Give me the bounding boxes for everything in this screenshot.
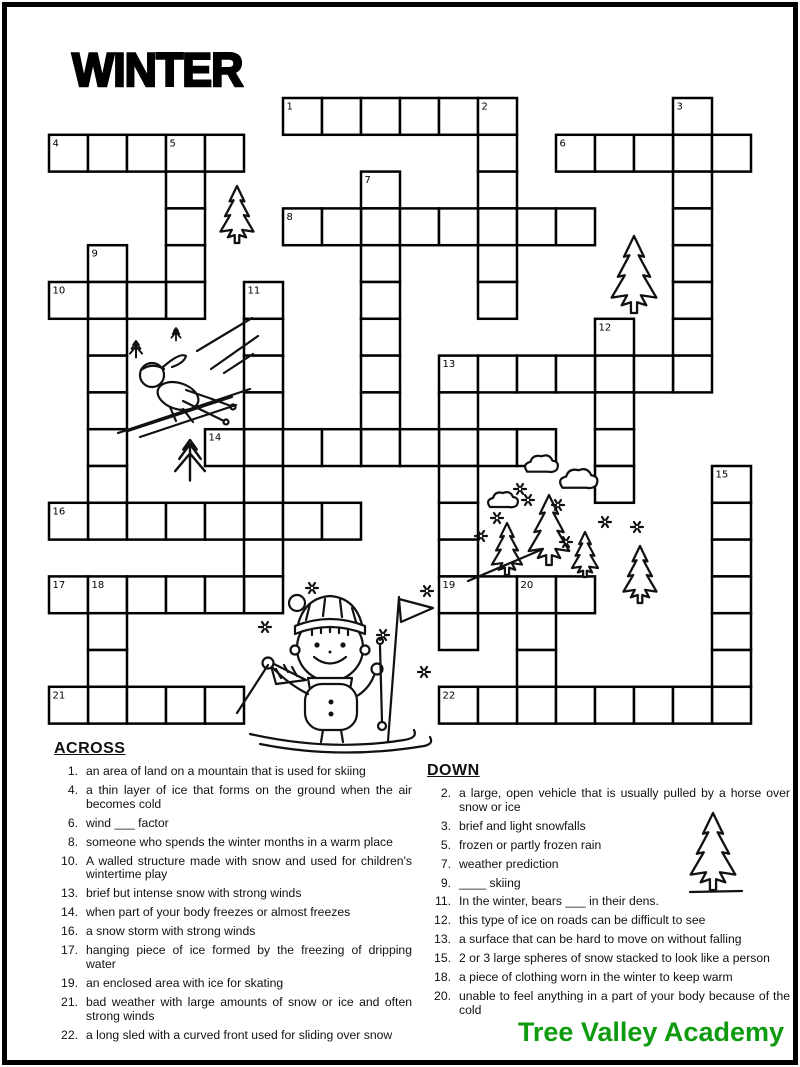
- cell-number: 8: [286, 211, 293, 223]
- grid-cell[interactable]: [88, 392, 127, 429]
- grid-cell[interactable]: [88, 319, 127, 356]
- cell-number: 1: [286, 101, 293, 113]
- clue-number: 20.: [434, 988, 451, 1003]
- grid-cell[interactable]: [88, 650, 127, 687]
- clue-item: [427, 914, 790, 928]
- grid-cell[interactable]: [361, 429, 400, 466]
- clue-item: [54, 887, 412, 901]
- clue-text: when part of your body freezes or almost freezes: [86, 905, 351, 920]
- clue-item: [427, 990, 790, 1018]
- clue-text: ____ skiing: [459, 875, 521, 890]
- pine-tree-icon: [492, 523, 522, 575]
- grid-cell[interactable]: [673, 135, 712, 172]
- clue-number: 5.: [440, 837, 451, 852]
- grid-cell[interactable]: [712, 540, 751, 577]
- grid-cell[interactable]: [712, 135, 751, 172]
- grid-cell[interactable]: [673, 319, 712, 356]
- cell-number: 15: [715, 469, 729, 481]
- clue-number: 2.: [440, 786, 451, 800]
- grid-cell[interactable]: [712, 687, 751, 724]
- grid-cell[interactable]: [127, 687, 166, 724]
- grid-cell[interactable]: [361, 282, 400, 319]
- grid-cell[interactable]: [439, 98, 478, 135]
- clue-number: 13.: [61, 886, 78, 901]
- grid-cell[interactable]: [361, 319, 400, 356]
- cell-number: 2: [481, 101, 488, 113]
- grid-cell[interactable]: [556, 576, 595, 613]
- grid-cell[interactable]: [244, 466, 283, 503]
- clue-text: hanging piece of ice formed by the freezing of dripping water: [86, 943, 412, 971]
- grid-cell[interactable]: [322, 208, 361, 245]
- cell-number: 10: [52, 285, 66, 297]
- grid-cell[interactable]: [361, 208, 400, 245]
- grid-cell[interactable]: [712, 613, 751, 650]
- clue-item: [427, 787, 790, 815]
- clue-text: an area of land on a mountain that is used for skiing: [86, 764, 366, 778]
- clue-number: 1.: [67, 764, 78, 778]
- grid-cell[interactable]: [673, 356, 712, 393]
- clue-item: [427, 971, 790, 985]
- grid-cell[interactable]: [283, 429, 322, 466]
- sketch-tree-icon: [130, 341, 142, 358]
- grid-cell[interactable]: [88, 429, 127, 466]
- skier-art: [118, 318, 258, 437]
- down-clues-section: [427, 762, 790, 1023]
- grid-cell[interactable]: [205, 576, 244, 613]
- grid-cell[interactable]: [517, 356, 556, 393]
- flag-icon: [399, 599, 433, 622]
- clue-item: [427, 877, 790, 891]
- grid-cell[interactable]: [595, 356, 634, 393]
- clue-item: [427, 839, 790, 853]
- clue-number: 21.: [61, 994, 78, 1009]
- grid-cell[interactable]: [166, 503, 205, 540]
- sparkle-icon: [306, 583, 318, 593]
- pine-tree-icon: [612, 236, 657, 313]
- grid-cell[interactable]: [673, 245, 712, 282]
- grid-cell[interactable]: [478, 245, 517, 282]
- sketch-tree-icon: [175, 440, 205, 481]
- grid-cell[interactable]: [478, 576, 517, 613]
- cell-number: 11: [247, 285, 261, 297]
- grid-cell[interactable]: [478, 135, 517, 172]
- sparkle-icon: [491, 513, 503, 523]
- brand-text: Tree Valley Academy: [517, 1017, 784, 1047]
- grid-cell[interactable]: [244, 576, 283, 613]
- cloud-icon: [488, 492, 518, 507]
- across-clue-list: [54, 765, 412, 1043]
- clue-number: 8.: [67, 834, 78, 849]
- grid-cell[interactable]: [439, 429, 478, 466]
- cell-number: 18: [91, 579, 105, 591]
- grid-cell[interactable]: [166, 208, 205, 245]
- clue-text: an enclosed area with ice for skating: [86, 975, 284, 990]
- clue-text: brief but intense snow with strong winds: [86, 886, 302, 901]
- grid-cell[interactable]: [361, 98, 400, 135]
- grid-cell[interactable]: [88, 282, 127, 319]
- clue-text: a thin layer of ice that forms on the ground when the air becomes cold: [86, 782, 412, 811]
- clue-item: [54, 836, 412, 850]
- clue-text: this type of ice on roads can be difficult to see: [459, 913, 706, 928]
- clue-text: weather prediction: [459, 856, 559, 871]
- grid-cell[interactable]: [88, 356, 127, 393]
- grid-cell[interactable]: [127, 576, 166, 613]
- clue-number: 7.: [440, 856, 451, 871]
- grid-cell[interactable]: [712, 576, 751, 613]
- clue-item: [54, 925, 412, 939]
- grid-cell[interactable]: [361, 392, 400, 429]
- grid-cell[interactable]: [673, 208, 712, 245]
- grid-cell[interactable]: [517, 208, 556, 245]
- grid-cell[interactable]: [244, 540, 283, 577]
- cloud-icon: [560, 469, 597, 488]
- grid-cell[interactable]: [88, 503, 127, 540]
- grid-cell[interactable]: [595, 392, 634, 429]
- grid-cell[interactable]: [595, 429, 634, 466]
- grid-cell[interactable]: [127, 135, 166, 172]
- grid-cell[interactable]: [166, 245, 205, 282]
- clue-number: 15.: [434, 951, 451, 966]
- cell-number: 5: [169, 138, 176, 150]
- down-clue-list: [427, 787, 790, 1018]
- grid-cell[interactable]: [166, 687, 205, 724]
- puzzle-title: WINTER: [72, 43, 243, 96]
- clue-text: someone who spends the winter months in a warm place: [86, 834, 393, 849]
- grid-cell[interactable]: [439, 613, 478, 650]
- across-heading: ACROSS: [54, 740, 126, 757]
- grid-cell[interactable]: [400, 98, 439, 135]
- clue-number: 6.: [67, 815, 78, 830]
- cell-number: 6: [559, 138, 566, 150]
- grid-cell[interactable]: [556, 356, 595, 393]
- clue-text: a large, open vehicle that is usually pulled by a horse over snow or ice: [459, 786, 790, 814]
- grid-cell[interactable]: [322, 429, 361, 466]
- grid-cell[interactable]: [205, 135, 244, 172]
- grid-cell[interactable]: [478, 429, 517, 466]
- grid-cell[interactable]: [166, 576, 205, 613]
- cell-number: 9: [91, 248, 98, 260]
- grid-cell[interactable]: [88, 613, 127, 650]
- clue-number: 12.: [434, 913, 451, 928]
- clue-number: 13.: [434, 932, 451, 947]
- clue-text: 2 or 3 large spheres of snow stacked to look like a person: [459, 951, 770, 966]
- grid-cell[interactable]: [88, 135, 127, 172]
- cell-number: 22: [442, 690, 456, 702]
- grid-cell[interactable]: [712, 650, 751, 687]
- grid-cell[interactable]: [673, 282, 712, 319]
- clue-item: [427, 895, 790, 909]
- sparkle-icon: [421, 586, 433, 596]
- grid-cell[interactable]: [517, 613, 556, 650]
- clue-item: [54, 906, 412, 920]
- clue-item: [54, 855, 412, 883]
- cell-number: 7: [364, 175, 371, 187]
- clue-number: 22.: [61, 1027, 78, 1042]
- clue-item: [54, 817, 412, 831]
- cell-number: 16: [52, 506, 66, 518]
- grid-cell[interactable]: [634, 356, 673, 393]
- grid-cell[interactable]: [400, 429, 439, 466]
- clue-item: [54, 977, 412, 991]
- grid-cell[interactable]: [400, 208, 439, 245]
- grid-cell[interactable]: [673, 172, 712, 209]
- sparkle-icon: [599, 517, 611, 527]
- clue-number: 17.: [61, 943, 78, 958]
- cell-number: 14: [208, 432, 222, 444]
- grid-cell[interactable]: [439, 392, 478, 429]
- grid-cell[interactable]: [88, 466, 127, 503]
- clue-item: [54, 784, 412, 812]
- clue-text: a surface that can be hard to move on without falling: [459, 932, 742, 947]
- pine-tree-icon: [623, 546, 656, 603]
- clue-number: 4.: [67, 782, 78, 797]
- clue-number: 18.: [434, 970, 451, 985]
- grid-cell[interactable]: [244, 356, 283, 393]
- grid-cell[interactable]: [478, 356, 517, 393]
- grid-cell[interactable]: [517, 650, 556, 687]
- sparkle-icon: [418, 667, 430, 677]
- grid-cell[interactable]: [439, 503, 478, 540]
- clue-text: a piece of clothing worn in the winter to keep warm: [459, 970, 733, 985]
- clue-number: 14.: [61, 905, 78, 920]
- grid-cell[interactable]: [478, 282, 517, 319]
- grid-cell[interactable]: [439, 466, 478, 503]
- down-heading: DOWN: [427, 762, 480, 779]
- grid-cell[interactable]: [166, 172, 205, 209]
- grid-cell[interactable]: [634, 135, 673, 172]
- clue-item: [54, 765, 412, 779]
- grid-cell[interactable]: [478, 172, 517, 209]
- across-clues-section: [54, 740, 412, 1048]
- cell-number: 13: [442, 359, 456, 371]
- grid-cell[interactable]: [283, 503, 322, 540]
- grid-cell[interactable]: [556, 208, 595, 245]
- cell-number: 19: [442, 579, 456, 591]
- grid-cell[interactable]: [205, 503, 244, 540]
- sparkle-icon: [259, 622, 271, 632]
- grid-cell[interactable]: [478, 208, 517, 245]
- clue-item: [427, 933, 790, 947]
- grid-cell[interactable]: [244, 319, 283, 356]
- clue-text: A walled structure made with snow and used for children's wintertime play: [86, 853, 412, 882]
- grid-cell[interactable]: [244, 429, 283, 466]
- clue-item: [54, 996, 412, 1024]
- clue-number: 11.: [434, 894, 451, 909]
- cell-number: 17: [52, 579, 66, 591]
- clue-text: wind ___ factor: [86, 815, 169, 830]
- clue-text: brief and light snowfalls: [459, 818, 586, 833]
- clue-text: a snow storm with strong winds: [86, 924, 256, 939]
- clue-number: 10.: [61, 853, 78, 868]
- grid-cell[interactable]: [478, 687, 517, 724]
- clue-text: In the winter, bears ___ in their dens.: [459, 894, 659, 909]
- clue-number: 9.: [440, 875, 451, 890]
- clue-number: 3.: [440, 818, 451, 833]
- clue-number: 16.: [61, 924, 78, 939]
- grid-cell[interactable]: [361, 245, 400, 282]
- clue-item: [427, 820, 790, 834]
- clue-number: 19.: [61, 975, 78, 990]
- cell-number: 21: [52, 690, 66, 702]
- cell-number: 3: [676, 101, 683, 113]
- cell-number: 20: [520, 579, 534, 591]
- sparkle-icon: [631, 522, 643, 532]
- grid-cell[interactable]: [244, 392, 283, 429]
- cell-number: 12: [598, 322, 612, 334]
- grid-cell[interactable]: [322, 503, 361, 540]
- grid-cell[interactable]: [322, 98, 361, 135]
- grid-cell[interactable]: [439, 540, 478, 577]
- grid-cell[interactable]: [712, 503, 751, 540]
- grid-cell[interactable]: [595, 135, 634, 172]
- grid-cell[interactable]: [244, 503, 283, 540]
- grid-cell[interactable]: [439, 208, 478, 245]
- grid-cell[interactable]: [595, 687, 634, 724]
- flag-pole-icon: [388, 597, 399, 741]
- clue-text: frozen or partly frozen rain: [459, 837, 602, 852]
- cell-number: 4: [52, 138, 59, 150]
- sketch-tree-icon: [171, 328, 180, 341]
- grid-cell[interactable]: [634, 687, 673, 724]
- grid-cell[interactable]: [673, 687, 712, 724]
- grid-cell[interactable]: [166, 282, 205, 319]
- clue-text: a long sled with a curved front used for sliding over snow: [86, 1027, 393, 1042]
- grid-cell[interactable]: [361, 356, 400, 393]
- clue-text: unable to feel anything in a part of your body because of the cold: [459, 988, 790, 1017]
- grid-cell[interactable]: [556, 687, 595, 724]
- grid-cell[interactable]: [127, 282, 166, 319]
- clue-item: [427, 952, 790, 966]
- grid-cell[interactable]: [595, 466, 634, 503]
- pine-tree-icon: [220, 186, 253, 243]
- clue-item: [54, 1029, 412, 1043]
- clue-text: bad weather with large amounts of snow or ice and often strong winds: [86, 994, 412, 1023]
- clue-item: [54, 944, 412, 972]
- clue-item: [427, 858, 790, 872]
- grid-cell[interactable]: [517, 687, 556, 724]
- grid-cell[interactable]: [127, 503, 166, 540]
- grid-cell[interactable]: [88, 687, 127, 724]
- sparkle-icon: [514, 484, 526, 494]
- pine-tree-icon: [572, 532, 598, 577]
- sparkle-icon: [522, 495, 534, 505]
- grid-cell[interactable]: [205, 687, 244, 724]
